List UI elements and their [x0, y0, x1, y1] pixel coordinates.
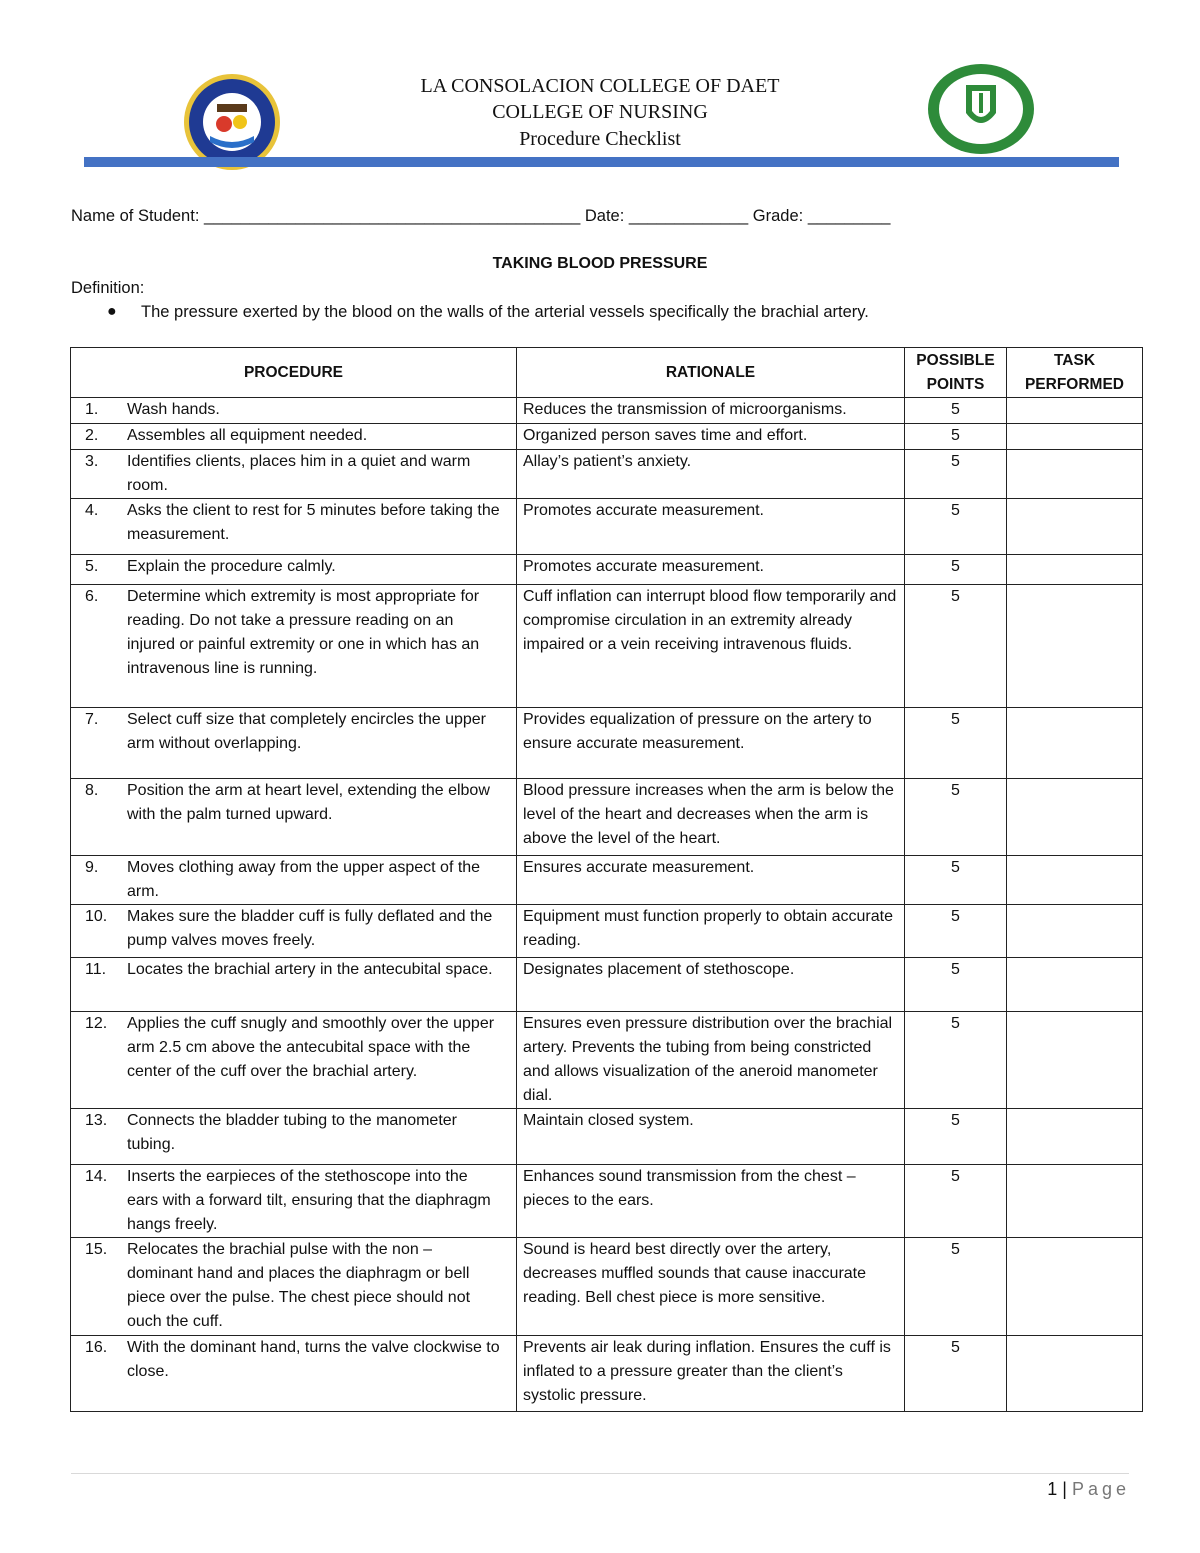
- task-performed-cell[interactable]: [1007, 1336, 1143, 1412]
- task-performed-cell[interactable]: [1007, 398, 1143, 424]
- header-possible-points: POSSIBLE POINTS: [905, 348, 1007, 398]
- bullet-icon: ●: [107, 303, 117, 320]
- step-number: 16.: [85, 1339, 108, 1356]
- rationale-cell: Provides equalization of pressure on the artery to ensure accurate measurement.: [517, 708, 905, 779]
- table-header-row: [71, 348, 1143, 398]
- header-task-performed: TASK PERFORMED: [1007, 348, 1143, 398]
- procedure-text: Applies the cuff snugly and smoothly over the upper arm 2.5 cm above the antecubital space with the center of the cuff over the brachial artery.: [127, 1015, 495, 1080]
- possible-points-cell: 5: [905, 424, 1007, 450]
- table-row: [71, 1109, 1143, 1165]
- procedure-cell: [71, 1336, 517, 1412]
- possible-points-cell: 5: [905, 856, 1007, 905]
- table-row: [71, 779, 1143, 856]
- possible-points-cell: 5: [905, 1238, 1007, 1336]
- step-number: 14.: [85, 1168, 108, 1185]
- step-number: 1.: [85, 401, 99, 418]
- possible-points-cell: 5: [905, 555, 1007, 585]
- checklist-table: [70, 347, 1143, 1412]
- procedure-cell: [71, 1109, 517, 1165]
- task-performed-cell[interactable]: [1007, 856, 1143, 905]
- possible-points-cell: 5: [905, 1012, 1007, 1109]
- task-performed-cell[interactable]: [1007, 1165, 1143, 1238]
- rationale-cell: Promotes accurate measurement.: [517, 499, 905, 555]
- possible-points-cell: 5: [905, 585, 1007, 708]
- step-number: 7.: [85, 711, 99, 728]
- possible-points-cell: 5: [905, 779, 1007, 856]
- task-performed-cell[interactable]: [1007, 1012, 1143, 1109]
- procedure-cell: [71, 856, 517, 905]
- step-number: 4.: [85, 502, 99, 519]
- possible-points-cell: 5: [905, 708, 1007, 779]
- procedure-cell: [71, 424, 517, 450]
- possible-points-cell: 5: [905, 1109, 1007, 1165]
- rationale-cell: Blood pressure increases when the arm is below the level of the heart and decreases when the arm is above the level of the heart.: [517, 779, 905, 856]
- rationale-cell: Prevents air leak during inflation. Ensures the cuff is inflated to a pressure greater than the client’s systolic pressure.: [517, 1336, 905, 1412]
- task-performed-cell[interactable]: [1007, 1109, 1143, 1165]
- date-blank[interactable]: _____________: [628, 207, 749, 225]
- institution-name: LA CONSOLACION COLLEGE OF DAET: [420, 75, 780, 97]
- college-name: COLLEGE OF NURSING: [492, 101, 708, 123]
- possible-points-cell: 5: [905, 1165, 1007, 1238]
- procedure-text: Moves clothing away from the upper aspect of the arm.: [127, 859, 481, 900]
- procedure-text: Identifies clients, places him in a quiet and warm room.: [127, 453, 471, 494]
- step-number: 10.: [85, 908, 108, 925]
- table-row: [71, 1165, 1143, 1238]
- step-number: 9.: [85, 859, 99, 876]
- procedure-cell: [71, 450, 517, 499]
- procedure-cell: [71, 1165, 517, 1238]
- procedure-cell: [71, 398, 517, 424]
- rationale-cell: Promotes accurate measurement.: [517, 555, 905, 585]
- procedure-cell: [71, 905, 517, 958]
- rationale-cell: Equipment must function properly to obtain accurate reading.: [517, 905, 905, 958]
- table-row: [71, 856, 1143, 905]
- procedure-text: Asks the client to rest for 5 minutes before taking the measurement.: [127, 502, 500, 543]
- task-performed-cell[interactable]: [1007, 958, 1143, 1012]
- procedure-text: Select cuff size that completely encircles the upper arm without overlapping.: [127, 711, 486, 752]
- procedure-cell: [71, 779, 517, 856]
- procedure-cell: [71, 585, 517, 708]
- procedure-cell: [71, 1012, 517, 1109]
- table-row: [71, 1012, 1143, 1109]
- possible-points-cell: 5: [905, 398, 1007, 424]
- page-separator: |: [1062, 1479, 1067, 1499]
- task-performed-cell[interactable]: [1007, 1238, 1143, 1336]
- possible-points-cell: 5: [905, 450, 1007, 499]
- procedure-cell: [71, 499, 517, 555]
- task-performed-cell[interactable]: [1007, 905, 1143, 958]
- definition-label: Definition:: [71, 279, 145, 297]
- task-performed-cell[interactable]: [1007, 424, 1143, 450]
- rationale-cell: Designates placement of stethoscope.: [517, 958, 905, 1012]
- rationale-cell: Ensures even pressure distribution over the brachial artery. Prevents the tubing from being constricted and allows visualization of the aneroid manometer dial.: [517, 1012, 905, 1109]
- rationale-cell: Maintain closed system.: [517, 1109, 905, 1165]
- procedure-text: Connects the bladder tubing to the manometer tubing.: [127, 1112, 457, 1153]
- table-row: [71, 1336, 1143, 1412]
- table-row: [71, 708, 1143, 779]
- table-row: [71, 398, 1143, 424]
- table-row: [71, 450, 1143, 499]
- procedure-text: Makes sure the bladder cuff is fully deflated and the pump valves moves freely.: [127, 908, 493, 949]
- header-procedure: PROCEDURE: [71, 348, 517, 398]
- rationale-cell: Cuff inflation can interrupt blood flow temporarily and compromise circulation in an extremity already impaired or a vein receiving intravenous fluids.: [517, 585, 905, 708]
- table-row: [71, 555, 1143, 585]
- step-number: 6.: [85, 588, 99, 605]
- rationale-cell: Ensures accurate measurement.: [517, 856, 905, 905]
- step-number: 11.: [85, 961, 107, 978]
- page-number: 1: [1047, 1479, 1058, 1499]
- date-label: Date:: [584, 207, 625, 225]
- possible-points-cell: 5: [905, 1336, 1007, 1412]
- step-number: 5.: [85, 558, 99, 575]
- procedure-text: With the dominant hand, turns the valve clockwise to close.: [127, 1339, 500, 1380]
- procedure-cell: [71, 958, 517, 1012]
- procedure-cell: [71, 555, 517, 585]
- grade-label: Grade:: [752, 207, 804, 225]
- possible-points-cell: 5: [905, 499, 1007, 555]
- page-footer: [1047, 1479, 1130, 1500]
- task-performed-cell[interactable]: [1007, 555, 1143, 585]
- step-number: 13.: [85, 1112, 108, 1129]
- table-row: [71, 1238, 1143, 1336]
- task-performed-cell[interactable]: [1007, 450, 1143, 499]
- procedure-text: Assembles all equipment needed.: [127, 427, 368, 444]
- definition-text: The pressure exerted by the blood on the walls of the arterial vessels specifically the brachial artery.: [141, 303, 869, 321]
- rationale-cell: Reduces the transmission of microorganisms.: [517, 398, 905, 424]
- possible-points-cell: 5: [905, 905, 1007, 958]
- procedure-text: Wash hands.: [127, 401, 220, 418]
- document-subtitle: Procedure Checklist: [519, 128, 681, 150]
- possible-points-cell: 5: [905, 958, 1007, 1012]
- procedure-cell: [71, 1238, 517, 1336]
- student-info-line: [71, 207, 890, 226]
- task-performed-cell[interactable]: [1007, 708, 1143, 779]
- task-performed-cell[interactable]: [1007, 585, 1143, 708]
- footer-divider: [71, 1473, 1129, 1474]
- name-label: Name of Student:: [71, 207, 200, 225]
- name-blank[interactable]: _________________________________________: [204, 207, 581, 225]
- step-number: 12.: [85, 1015, 108, 1032]
- rationale-cell: Allay’s patient’s anxiety.: [517, 450, 905, 499]
- step-number: 3.: [85, 453, 99, 470]
- task-performed-cell[interactable]: [1007, 779, 1143, 856]
- college-of-nursing-seal-logo-right: [926, 63, 1036, 155]
- table-row: [71, 958, 1143, 1012]
- procedure-cell: [71, 708, 517, 779]
- step-number: 2.: [85, 427, 99, 444]
- rationale-cell: Organized person saves time and effort.: [517, 424, 905, 450]
- step-number: 8.: [85, 782, 99, 799]
- table-row: [71, 424, 1143, 450]
- table-row: [71, 905, 1143, 958]
- grade-blank[interactable]: _________: [807, 207, 891, 225]
- procedure-text: Position the arm at heart level, extending the elbow with the palm turned upward.: [127, 782, 490, 823]
- table-row: [71, 499, 1143, 555]
- header-rationale: RATIONALE: [517, 348, 905, 398]
- procedure-text: Determine which extremity is most appropriate for reading. Do not take a pressure reading on an injured or painful extremity or one in which has an intravenous line is running.: [127, 588, 480, 677]
- page-label: Page: [1071, 1479, 1130, 1499]
- rationale-cell: Sound is heard best directly over the artery, decreases muffled sounds that cause inaccurate reading. Bell chest piece is more sensitive.: [517, 1238, 905, 1336]
- table-row: [71, 585, 1143, 708]
- task-performed-cell[interactable]: [1007, 499, 1143, 555]
- step-number: 15.: [85, 1241, 108, 1258]
- rationale-cell: Enhances sound transmission from the chest – pieces to the ears.: [517, 1165, 905, 1238]
- procedure-text: Relocates the brachial pulse with the non – dominant hand and places the diaphragm or bell piece over the pulse. The chest piece should not ouch the cuff.: [127, 1241, 471, 1330]
- procedure-text: Explain the procedure calmly.: [127, 558, 336, 575]
- procedure-text: Inserts the earpieces of the stethoscope into the ears with a forward tilt, ensuring that the diaphragm hangs freely.: [127, 1168, 491, 1233]
- header-divider-bar: [84, 157, 1119, 167]
- procedure-text: Locates the brachial artery in the antecubital space.: [127, 961, 493, 978]
- procedure-title: TAKING BLOOD PRESSURE: [492, 255, 708, 272]
